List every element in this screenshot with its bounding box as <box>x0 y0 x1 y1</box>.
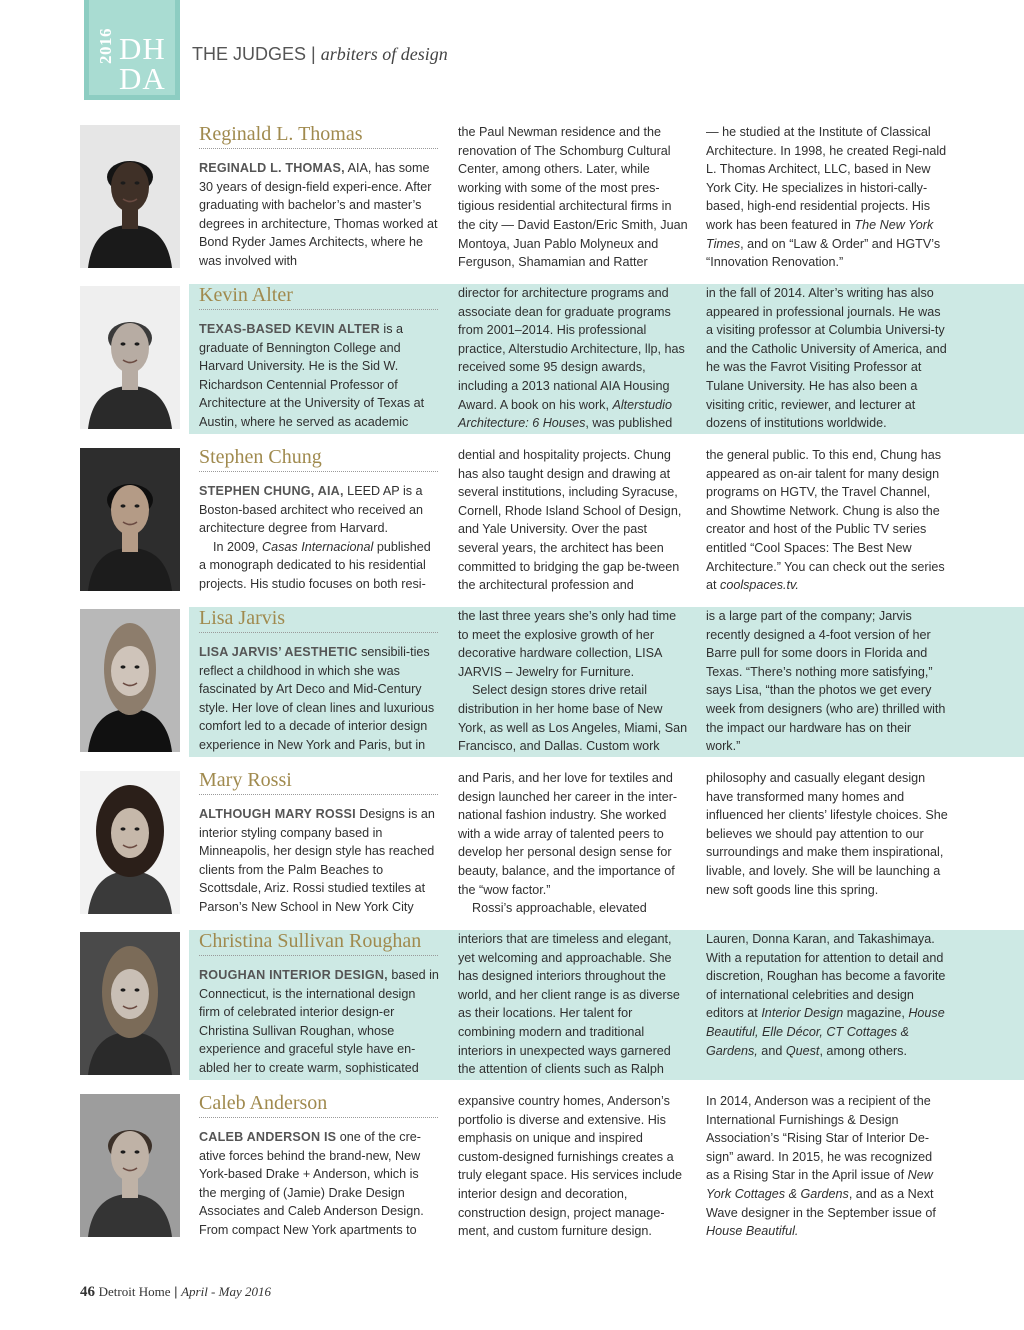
text-run: magazine, <box>843 1006 909 1021</box>
text-run: in the fall of 2014. Alter’s writing has also appeared in professional journals. He was a visiting professor at Columbia Universi-ty and the Catholic University of America, and he was the Favrot Visiting Professor at Tulane University. He has also been a visiting critic, reviewer, and lecturer at dozens of institutions worldwide. <box>706 286 947 431</box>
bio-column-3 <box>706 930 948 1060</box>
name-divider <box>199 1117 438 1118</box>
portrait-drawing <box>80 1094 180 1237</box>
bio-paragraph <box>706 1092 948 1241</box>
text-run: sensibili-ties reflect a childhood in which she was fascinated by Art Deco and Mid-Century style. Her love of clean lines and luxurious comfort led to a decade of interior design experience in New York and Paris, but in <box>199 645 435 752</box>
judge-name: Reginald L. Thomas <box>199 123 363 145</box>
judge-profile <box>0 607 1024 757</box>
bio-paragraph <box>199 320 439 432</box>
text-run: LEED AP is a Boston-based architect who received an architecture degree from Harvard. <box>199 484 424 536</box>
portrait-eye-left <box>121 827 126 830</box>
bio-column-3 <box>706 284 948 433</box>
portrait-face <box>111 323 149 373</box>
bio-column-3 <box>706 446 948 595</box>
judge-photo <box>80 609 180 752</box>
portrait-drawing <box>80 932 180 1075</box>
bio-paragraph <box>706 930 948 1060</box>
section-title: THE JUDGES <box>192 44 307 64</box>
portrait-drawing <box>80 771 180 914</box>
portrait-eye-right <box>135 827 140 830</box>
text-run: is a graduate of Bennington College and Harvard University. He is the Sid W. Richardson Centennial Professor of Architecture at the University of Texas at Austin, where he served as academic <box>199 322 425 429</box>
bio-column-1 <box>199 482 439 594</box>
italic-title: Casas Internacional <box>262 539 374 554</box>
page-header <box>192 44 448 65</box>
lead-in: CALEB ANDERSON IS <box>199 1130 337 1144</box>
bio-paragraph <box>199 966 439 1078</box>
bio-column-3 <box>706 123 948 272</box>
lead-in: STEPHEN CHUNG, AIA, <box>199 484 344 498</box>
italic-title: The New York Times <box>706 217 934 251</box>
portrait-eye-left <box>121 1150 126 1153</box>
portrait-drawing <box>80 609 180 752</box>
name-divider <box>199 309 438 310</box>
bio-column-2 <box>458 446 690 595</box>
portrait-eye-right <box>135 342 140 345</box>
portrait-face <box>111 1131 149 1181</box>
bio-paragraph <box>199 159 439 271</box>
judge-profile <box>0 930 1024 1080</box>
judge-photo <box>80 448 180 591</box>
name-divider <box>199 794 438 795</box>
portrait-eye-right <box>135 504 140 507</box>
text-run: , was published <box>585 416 673 431</box>
text-run: , among others. <box>819 1043 907 1058</box>
bio-column-2 <box>458 930 690 1079</box>
bio-paragraph <box>706 123 948 272</box>
text-run: philosophy and casually elegant design have transformed many homes and influenced her clients’ lifestyle choices. She believes we should pay attention to our surroundings and make them inspirational, livable, and lovely. She will be launching a new soft goods line this spring. <box>706 771 948 897</box>
text-run: , and as a Next Wave designer in the September issue of <box>706 1186 936 1220</box>
text-run: one of the cre-ative forces behind the brand-new, New York-based Drake + Anderson, which is the merging of (Jamie) Drake Design Associates and Caleb Anderson Design. From compact New York apartments to <box>199 1130 424 1237</box>
text-run: AIA, has some 30 years of design-field experi-ence. After graduating with bachelor’s and master’s degrees in architecture, Thomas worked at Bond Ryder James Architects, where he was involved with <box>199 161 438 268</box>
bio-paragraph <box>199 482 439 538</box>
bio-paragraph <box>458 123 690 272</box>
bio-column-1 <box>199 1128 439 1240</box>
name-divider <box>199 632 438 633</box>
footer-separator: | <box>170 1284 182 1299</box>
logo-panel <box>89 0 175 95</box>
text-run: Select design stores drive retail distribution in her home base of New York, as well as Los Angeles, Miami, San Francisco, and Dallas. Custom work <box>458 683 688 754</box>
text-run: , and on “Law & Order” and HGTV’s “Innovation Renovation.” <box>706 236 941 270</box>
bio-paragraph <box>458 1092 690 1241</box>
page-number: 46 <box>80 1284 95 1300</box>
judge-photo <box>80 286 180 429</box>
judge-name: Christina Sullivan Roughan <box>199 930 422 952</box>
portrait-eye-left <box>121 181 126 184</box>
text-run: and <box>757 1043 786 1058</box>
text-run: In 2009, <box>213 539 263 554</box>
judge-profile <box>0 769 1024 919</box>
portrait-eye-left <box>121 504 126 507</box>
italic-title: House Beautiful, Elle Décor, CT Cottages & Gardens, <box>706 1006 945 1058</box>
judge-profile <box>0 446 1024 596</box>
portrait-eye-left <box>121 342 126 345</box>
bio-paragraph <box>199 538 439 594</box>
bio-paragraph <box>706 607 948 756</box>
text-run: dential and hospitality projects. Chung has also taught design and drawing at several institutions, including Syracuse, Cornell, Rhode Island School of Design, and Yale University. Over the past several years, the architect has been committed to bridging the gap be-tween the architectural profession and <box>458 448 682 593</box>
name-divider <box>199 955 438 956</box>
judge-name: Caleb Anderson <box>199 1092 328 1114</box>
bio-column-1 <box>199 966 439 1078</box>
judge-profile <box>0 123 1024 273</box>
bio-column-1 <box>199 805 439 917</box>
text-run: the last three years she’s only had time to meet the explosive growth of her decorative hardware collection, LISA JARVIS – Jewelry for Furniture. <box>458 609 677 679</box>
section-subtitle: arbiters of design <box>320 44 448 64</box>
logo-da: DA <box>119 61 166 96</box>
portrait-eye-left <box>121 665 126 668</box>
bio-column-1 <box>199 320 439 432</box>
portrait-drawing <box>80 125 180 268</box>
portrait-face <box>111 646 149 696</box>
portrait-eye-right <box>135 181 140 184</box>
text-run: Lauren, Donna Karan, and Takashimaya. With a reputation for attention to detail and discretion, Roughan has become a favorite of international celebrities and design editors at <box>706 932 946 1021</box>
portrait-face <box>111 485 149 535</box>
judge-name: Stephen Chung <box>199 446 322 468</box>
bio-column-2 <box>458 123 690 272</box>
bio-column-2 <box>458 284 690 433</box>
italic-title: Interior Design <box>761 1006 844 1021</box>
text-run: based in Connecticut, is the international design firm of celebrated interior design-er Christina Sullivan Roughan, whose experience and graceful style have en-abled her to create warm, sophisticated <box>199 968 439 1075</box>
judge-photo <box>80 932 180 1075</box>
text-run: the general public. To this end, Chung has appeared as on-air talent for many design programs on HGTV, the Travel Channel, and Showtime Network. Chung is also the creator and host of the Public TV series entitled “Cool Spaces: The Best New Architecture.” You can check out the series at <box>706 448 945 593</box>
bio-paragraph <box>458 284 690 433</box>
text-run: and Paris, and her love for textiles and design launched her career in the inter-national fashion industry. She worked with a wide array of talented peers to develop her personal design sense for beauty, balance, and the importance of the “wow factor.” <box>458 771 678 897</box>
lead-in: ROUGHAN INTERIOR DESIGN, <box>199 968 388 982</box>
italic-title: Quest <box>785 1043 820 1058</box>
text-run: Rossi’s approachable, elevated <box>472 901 647 916</box>
text-run: Designs is an interior styling company based in Minneapolis, her design style has reached clients from the Palm Beaches to Scottsdale, Ariz. Rossi studied textiles at Parson’s New School in New York City <box>199 807 435 914</box>
judge-name: Lisa Jarvis <box>199 607 286 629</box>
portrait-face <box>111 808 149 858</box>
judge-photo <box>80 1094 180 1237</box>
lead-in: TEXAS-BASED KEVIN ALTER <box>199 322 380 336</box>
bio-paragraph <box>458 899 690 918</box>
text-run: is a large part of the company; Jarvis recently designed a 4-foot version of her Barre pull for some doors in Florida and Texas. “There’s nothing more satisfying,” says Lisa, “than the photos we get every week from designers (who are) thrilled with the impact our hardware has on their work.” <box>706 609 946 754</box>
publication-name: Detroit Home <box>98 1284 171 1299</box>
page-footer <box>80 1284 271 1301</box>
name-divider <box>199 148 438 149</box>
bio-paragraph <box>706 284 948 433</box>
judge-photo <box>80 771 180 914</box>
bio-column-2 <box>458 607 690 756</box>
bio-paragraph <box>199 805 439 917</box>
bio-column-3 <box>706 1092 948 1241</box>
name-divider <box>199 471 438 472</box>
bio-paragraph <box>458 930 690 1079</box>
bio-paragraph <box>706 446 948 595</box>
portrait-eye-right <box>135 988 140 991</box>
bio-paragraph <box>706 769 948 899</box>
lead-in: ALTHOUGH MARY ROSSI <box>199 807 356 821</box>
bio-column-3 <box>706 769 948 899</box>
text-run: the Paul Newman residence and the renovation of The Schomburg Cultural Center, among others. Later, while working with some of the most pres-tigious residential architectural firms in the city — David Easton/Eric Smith, Juan Montoya, Juan Pablo Molyneux and Ferguson, Shamamian and Ratter <box>458 125 688 270</box>
header-separator: | <box>306 44 321 64</box>
bio-column-1 <box>199 159 439 271</box>
judge-name: Kevin Alter <box>199 284 293 306</box>
text-run: published a monograph dedicated to his residential projects. His studio focuses on both resi- <box>199 539 431 591</box>
logo-dh: DH <box>119 31 166 66</box>
text-run: director for architecture programs and associate dean for graduate programs from 2001–2014. His professional practice, Alterstudio Architecture, llp, has received some 95 design awards, including a 2013 national AIA Housing Award. A book on his work, <box>458 286 685 412</box>
portrait-drawing <box>80 286 180 429</box>
judge-photo <box>80 125 180 268</box>
bio-paragraph <box>199 643 439 755</box>
bio-paragraph <box>458 607 690 681</box>
bio-column-2 <box>458 769 690 918</box>
text-run: interiors that are timeless and elegant, yet welcoming and approachable. She has designed interiors throughout the world, and her client range is as diverse as their locations. Her talent for combining modern and traditional interiors in unexpected ways garnered the attention of clients such as Ralph <box>458 932 680 1077</box>
portrait-drawing <box>80 448 180 591</box>
bio-column-2 <box>458 1092 690 1241</box>
portrait-eye-left <box>121 988 126 991</box>
bio-column-3 <box>706 607 948 756</box>
magazine-logo <box>84 0 180 100</box>
text-run: In 2014, Anderson was a recipient of the International Furnishings & Design Association’s “Rising Star of Interior De-sign” award. In 2015, he was recognized as a Rising Star in the April issue of <box>706 1094 933 1183</box>
bio-paragraph <box>458 446 690 595</box>
bio-column-1 <box>199 643 439 755</box>
bio-paragraph <box>458 681 690 755</box>
judge-profile <box>0 284 1024 434</box>
lead-in: LISA JARVIS’ AESTHETIC <box>199 645 358 659</box>
portrait-eye-right <box>135 1150 140 1153</box>
portrait-face <box>111 162 149 212</box>
text-run: expansive country homes, Anderson’s portfolio is diverse and extensive. His emphasis on unique and inspired custom-designed furnishings creates a truly elegant space. His services include interior design and decoration, construction design, project manage-ment, and custom furniture design. <box>458 1094 682 1239</box>
logo-year: 2016 <box>96 28 115 64</box>
judge-profile <box>0 1092 1024 1242</box>
bio-paragraph <box>458 769 690 899</box>
bio-paragraph <box>199 1128 439 1240</box>
italic-title: coolspaces.tv. <box>720 578 799 593</box>
italic-title: House Beautiful. <box>706 1224 799 1239</box>
judge-name: Mary Rossi <box>199 769 292 791</box>
portrait-face <box>111 969 149 1019</box>
text-run: — he studied at the Institute of Classical Architecture. In 1998, he created Regi-nald L. Thomas Architect, LLC, based in New York City. He specializes in histori-cally-based, high-end residential projects. His work has been featured in <box>706 125 947 232</box>
lead-in: REGINALD L. THOMAS, <box>199 161 345 175</box>
issue-date: April - May 2016 <box>181 1284 271 1299</box>
italic-title: Alterstudio Architecture: 6 Houses <box>458 397 672 431</box>
portrait-eye-right <box>135 665 140 668</box>
italic-title: New York Cottages & Gardens <box>706 1168 933 1201</box>
